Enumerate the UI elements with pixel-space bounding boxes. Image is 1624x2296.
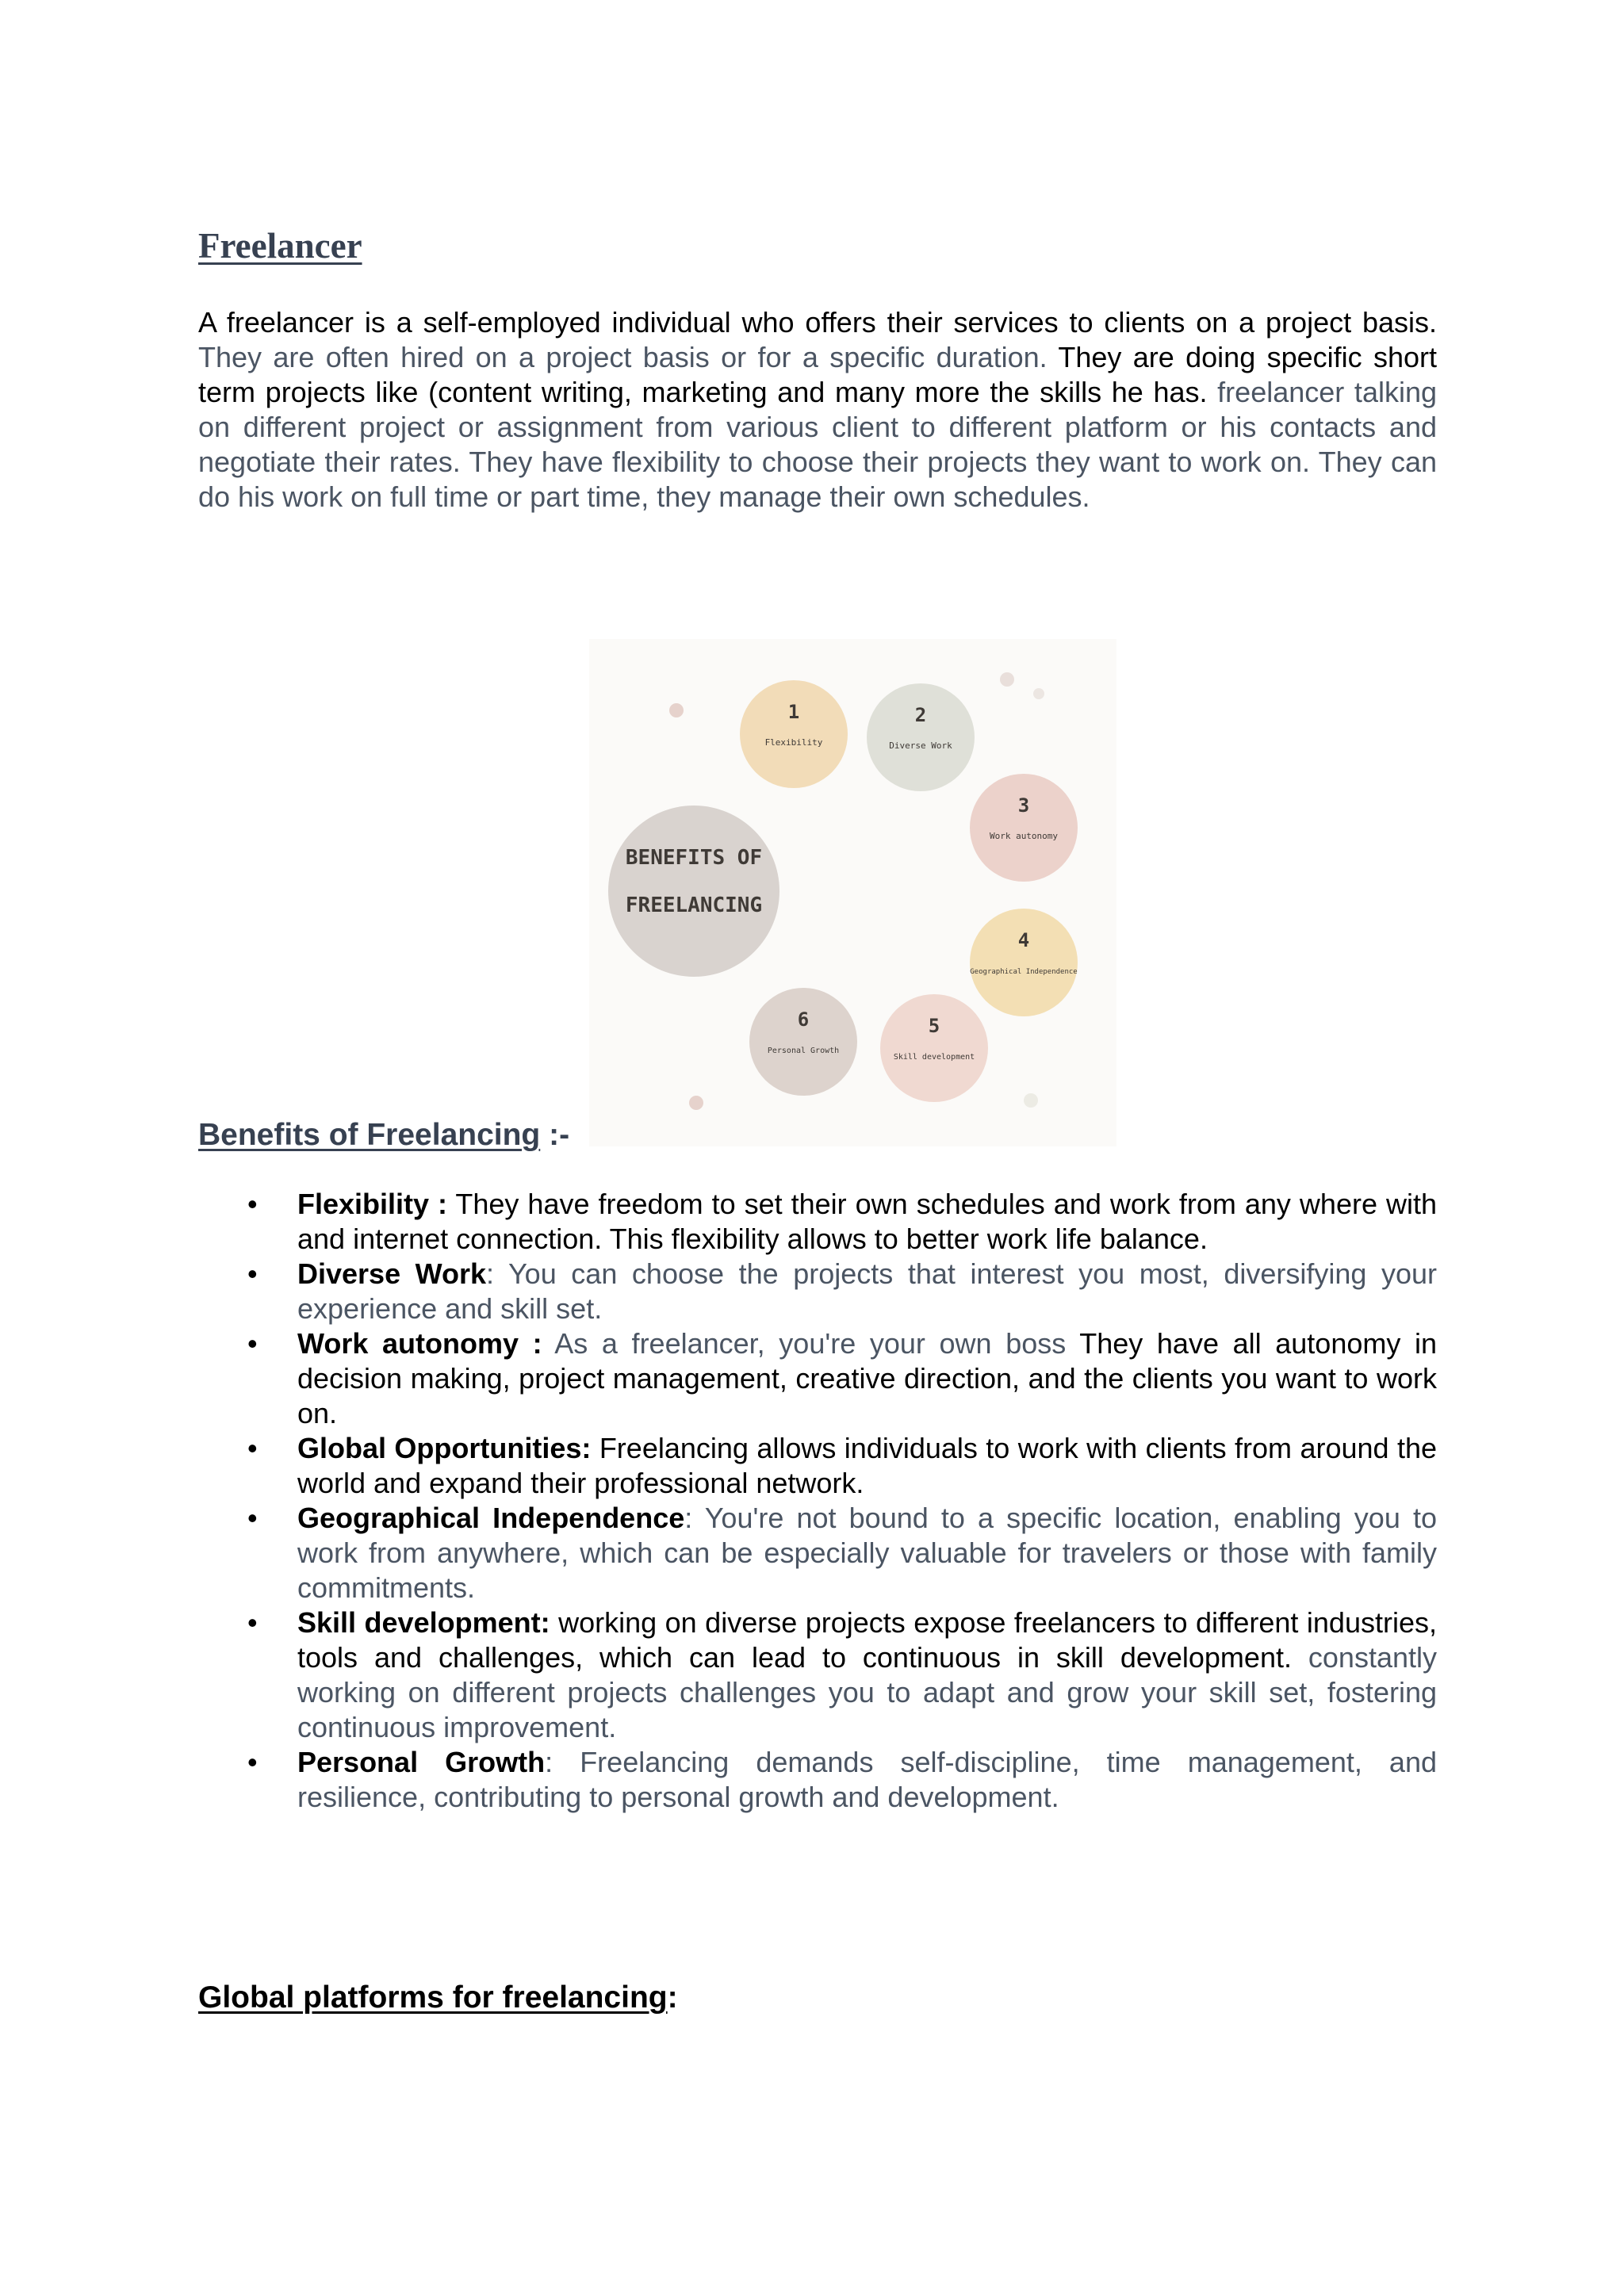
center-text-line-1: BENEFITS OF [625,846,763,870]
benefits-infographic-svg [589,639,1116,1146]
intro-sentence-1: A freelancer is a self-employed individual who offers their services to clients on a project basis. [198,306,1437,339]
center-text-line-2: FREELANCING [625,894,763,917]
benefit-circle-5 [880,994,988,1102]
benefit-circle-4 [970,909,1078,1016]
benefit-circle-1-label: Flexibility [764,737,823,748]
benefit-term: Flexibility : [297,1188,448,1220]
intro-paragraph [198,305,1437,515]
benefit-term: Geographical Independence [297,1502,685,1534]
benefit-circle-4-number: 4 [1017,929,1030,951]
global-platforms-heading [198,1982,678,2013]
benefit-item-skill-development [198,1605,1437,1745]
benefits-list [198,1187,1437,1815]
decor-dot [1000,672,1014,687]
benefits-heading [198,1119,569,1150]
benefit-circle-4-label: Geographical Independence [970,968,1078,976]
decor-dot [1033,688,1044,699]
benefit-text-gray: constantly working on different projects challenges you to adapt and grow your skill set, fostering continuous improvement. [297,1641,1437,1743]
decor-dot [689,1096,703,1110]
benefit-circle-3-number: 3 [1017,794,1030,817]
benefit-circle-3-label: Work autonomy [989,831,1059,841]
benefit-circle-3 [970,774,1078,882]
benefit-text: : Freelancing demands self-discipline, time management, and resilience, contributing to personal growth and development. [297,1746,1437,1813]
intro-sentence-2: They are often hired on a project basis or for a specific duration. [198,341,1048,373]
benefit-circle-6-label: Personal Growth [767,1047,840,1055]
benefit-text-gray: As a freelancer, you're your own boss [542,1327,1067,1360]
benefit-term: Work autonomy : [297,1327,542,1360]
benefit-circle-2-number: 2 [914,704,927,726]
benefit-circle-6 [749,988,857,1096]
intro-sentence-4: freelancer talking on different project or assignment from various client to different platform or his contacts and negotiate their rates. They have flexibility to choose their projects they want to work on. They can do his work on full time or part time, they manage their own schedules. [198,376,1437,513]
benefits-heading-text: Benefits of Freelancing [198,1118,541,1152]
benefit-item-flexibility [198,1187,1437,1257]
benefit-circle-2-label: Diverse Work [889,740,952,751]
benefit-item-personal-growth [198,1745,1437,1815]
intro-sentence-3: They are doing specific short term projects like (content writing, marketing and many more the skills he has. [198,341,1437,408]
benefit-term: Diverse Work [297,1257,487,1290]
benefit-term: Skill development: [297,1606,550,1639]
benefit-text: Freelancing allows individuals to work with clients from around the world and expand their professional network. [297,1432,1438,1499]
decor-dot [1024,1093,1038,1108]
benefit-item-global-opportunities [198,1431,1437,1501]
benefit-circle-1 [740,680,848,788]
benefit-circle-6-number: 6 [797,1008,810,1031]
benefit-item-geographical-independence [198,1501,1437,1605]
page-title: Freelancer [198,226,362,266]
benefit-text: : You're not bound to a specific location, enabling you to work from anywhere, which can be especially valuable for travelers or those with family commitments. [297,1502,1437,1604]
benefit-text: working on diverse projects expose freelancers to different industries, tools and challenges, which can lead to continuous in skill development. [297,1606,1437,1674]
global-platforms-heading-suffix: : [667,1980,678,2015]
benefit-circle-1-number: 1 [787,701,800,723]
center-circle [608,806,779,977]
benefit-term: Global Opportunities: [297,1432,592,1464]
global-platforms-heading-text: Global platforms for freelancing [198,1980,668,2015]
benefit-circle-5-number: 5 [928,1015,940,1037]
benefit-circle-5-label: Skill development [893,1053,975,1062]
benefit-item-diverse-work [198,1257,1437,1326]
benefit-circle-2 [867,683,975,791]
benefit-item-work-autonomy [198,1326,1437,1431]
benefit-text: : You can choose the projects that interest you most, diversifying your experience and skill set. [297,1257,1437,1325]
benefit-text: They have freedom to set their own schedules and work from any where with and internet connection. This flexibility allows to better work life balance. [297,1188,1437,1255]
benefit-term: Personal Growth [297,1746,546,1778]
decor-dot [669,703,684,718]
benefits-infographic [589,639,1116,1146]
benefit-text: They have all autonomy in decision making, project management, creative direction, and the clients you want to work on. [297,1327,1438,1429]
benefits-heading-suffix: :- [540,1118,570,1152]
